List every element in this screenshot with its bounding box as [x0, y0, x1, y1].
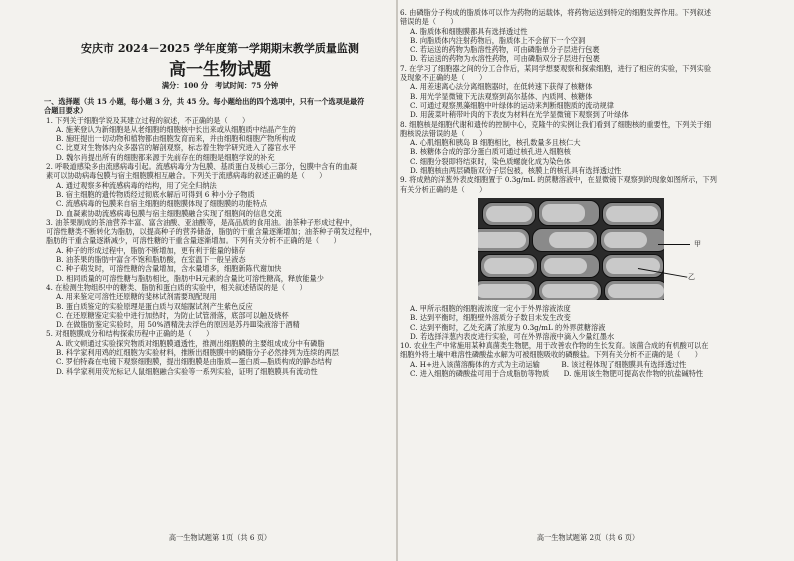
- answer-option: A. 通过观察多种流感病毒的结构，用了完全归纳法: [56, 180, 217, 190]
- cell: [538, 200, 600, 226]
- question-line: 细胞外将土壤中难溶性磷酸盐水解为可被细胞吸收的磷酸盐。下列有关分析不正确的是（ ）: [400, 350, 702, 360]
- answer-option: C. 比夏对生物体内众多器官的解剖观察，标志着生物学研究进入了器官水平: [56, 143, 296, 153]
- answer-option: C. 进入细胞的磷酸盐可用于合成脂肪等物质 D. 施用该生物肥可提高农作物的抗盐碱特性: [410, 369, 704, 379]
- answer-option: D. 细胞核由两层磷脂双分子层包被，核膜上的核孔具有选择透过性: [410, 166, 622, 176]
- cell: [478, 228, 530, 252]
- answer-option: B. 蛋白质鉴定的实验原理是蛋白质与双缩脲试剂产生紫色反应: [56, 301, 253, 311]
- answer-option: D. 若运送的药物为水溶性药物，可由磷脂双分子层进行包裹: [410, 54, 600, 64]
- question-line: 胞核说法错误的是（ ）: [400, 128, 487, 138]
- answer-option: D. 相同质量的可溶性糖与脂肪相比，脂肪中H元素的含量比可溶性糖高，释放能量少: [56, 273, 324, 283]
- question-line: 素可以协助病毒包膜与宿主细胞膜相互融合。下列关于流感病毒的叙述正确的是（ ）: [46, 171, 327, 181]
- answer-option: D. 血凝素协助流感病毒包膜与宿主细胞膜融合实现了细胞间的信息交流: [56, 208, 282, 218]
- exam-meta: 满分：100 分 考试时间：75 分钟: [161, 81, 279, 90]
- question-line: 6. 由磷脂分子构成的脂质体可以作为药物的运载体，将药物运送到特定的细胞发挥作用。下列叙述: [400, 8, 712, 17]
- answer-option: D. 若选择洋葱内表皮进行实验，可在外界溶液中滴入少量红墨水: [410, 331, 615, 341]
- right-page: [398, 6, 778, 551]
- question-line: 及现象不正确的是（ ）: [400, 73, 487, 83]
- question-line: 错误的是（ ）: [400, 17, 458, 27]
- exam-subtitle: 高一生物试题: [169, 60, 271, 80]
- answer-option: D. 在做脂肪鉴定实验时，用 50%酒精洗去浮色的原因是苏丹Ⅲ染液溶于酒精: [56, 320, 300, 330]
- answer-option: C. 罗伯特森在电镜下观察细胞膜，提出细胞膜是由脂质—蛋白质—脂质构成的静态结构: [56, 357, 332, 367]
- answer-option: C. 在还原糖鉴定实验中进行加热时，为防止试管滑落，底部可以触及烧杯: [56, 310, 289, 320]
- answer-option: B. 达到平衡时，细胞壁外溶质分子数目未发生改变: [410, 313, 571, 323]
- answer-option: B. 向脂质体内注射药物后，脂质体上不会留下一个空洞: [410, 35, 586, 45]
- right-footer: 高一生物试题第 2页（共 6 页）: [536, 533, 640, 542]
- answer-option: C. 若运送的药物为脂溶性药物，可由磷脂单分子层进行包裹: [410, 45, 600, 55]
- answer-option: B. 施旺提出一切动物和植物都由细胞发育而来，并由细胞和细胞产物所构成: [56, 134, 296, 144]
- question-line: 1. 下列关于细胞学说及其建立过程的叙述，不正确的是（ ）: [46, 115, 250, 125]
- answer-option: A. 种子的形成过程中，脂肪不断增加，更有利于能量的储存: [56, 245, 246, 255]
- left-footer: 高一生物试题第 1页（共 6 页）: [168, 533, 272, 542]
- answer-option: C. 种子萌发时，可溶性糖的含量增加，含水量增多，细胞新陈代谢加快: [56, 264, 282, 274]
- question-line: 8. 细胞核是细胞代谢和遗传的控制中心，克隆牛的实例让我们看到了细胞核的重要性，下列关于细: [400, 119, 712, 129]
- cell: [604, 280, 664, 300]
- cell: [482, 202, 536, 226]
- label-pointer-jia: [658, 244, 690, 245]
- answer-option: C. 流感病毒的包膜来自宿主细胞的细胞膜体现了细胞膜的功能特点: [56, 199, 268, 209]
- answer-option: D. 科学家利用荧光标记人鼠细胞融合实验等一系列实验，证明了细胞膜具有流动性: [56, 366, 318, 376]
- question-line: 9. 将成熟的洋葱外表皮细胞置于 0.3g/mL 的蔗糖溶液中，在显微镜下观察到的现象如图所示，下列: [400, 175, 717, 185]
- answer-option: B. 油茶果的脂肪中富含不饱和脂肪酸，在室温下一般呈液态: [56, 255, 246, 265]
- cell: [602, 202, 662, 226]
- question-line: 脂肪的干重含量逐渐减少，可溶性糖的干重含量逐渐增加。下列有关分析不正确的是（ ）: [46, 236, 341, 246]
- question-line: 4. 在检测生物组织中的糖类、脂肪和蛋白质的实验中，相关叙述错误的是（ ）: [46, 282, 307, 292]
- cell: [480, 254, 538, 278]
- cell: [540, 254, 600, 278]
- question-line: 合题目要求）: [44, 106, 88, 116]
- right-question-list-bottom: [398, 304, 778, 378]
- answer-option: C. 细胞分裂即将结束时，染色质螺旋化成为染色体: [410, 156, 571, 166]
- cell: [602, 254, 664, 278]
- answer-option: D. 用菠菜叶稍带叶肉的下表皮为材料在光学显微镜下观察到了叶绿体: [410, 110, 629, 120]
- answer-option: A. 用差速离心法分离细胞器时，在低转速下获得了核糖体: [410, 82, 593, 92]
- right-question-list-top: [398, 8, 778, 194]
- question-line: 可溶性糖类不断转化为脂肪，以提高种子的营养储备，脂肪的干重含量逐渐增加；油茶种子萌发过程中，: [46, 227, 377, 237]
- left-page: [44, 6, 396, 551]
- cell: [538, 280, 602, 300]
- answer-option: C. 达到平衡时，乙处充满了浓度为 0.3g/mL 的外界蔗糖溶液: [410, 322, 606, 332]
- answer-option: A. 脂质体和细胞膜都具有选择透过性: [410, 26, 528, 36]
- label-jia: 甲: [694, 240, 701, 248]
- cell: [478, 280, 536, 300]
- answer-option: A. 用来鉴定可溶性还原糖的斐林试剂需要现配现用: [56, 292, 217, 302]
- left-question-list: [44, 97, 396, 376]
- answer-option: A. H+进入该菌溶酶体的方式为主动运输 B. 该过程体现了细胞膜具有选择透过性: [410, 359, 687, 369]
- question-line: 一、选择题（共 15 小题，每小题 3 分，共 45 分。每小题给出的四个选项中，只有一个选项是最符: [44, 97, 365, 106]
- answer-option: D. 魏尔肖提出所有的细胞都来源于先前存在的细胞是细胞学说的补充: [56, 152, 275, 162]
- onion-cell-micrograph: [478, 198, 664, 300]
- exam-title: 安庆市 2024－2025 学年度第一学期期末教学质量监测: [81, 42, 359, 55]
- answer-option: B. 核糖体合成的部分蛋白质可通过核孔进入细胞核: [410, 147, 571, 157]
- answer-option: B. 用光学显微镜下无法观察到高尔基体、内质网、核糖体: [410, 91, 593, 101]
- label-yi: 乙: [688, 273, 695, 281]
- answer-option: C. 可通过观察黑藻细胞中叶绿体的运动来判断细胞质的流动规律: [410, 100, 614, 110]
- question-line: 2. 呼吸道感染多由流感病毒引起。流感病毒分为包膜、基质蛋白及核心三部分，包膜中含有的血凝: [46, 162, 358, 172]
- question-line: 5. 对细胞膜成分和结构探索历程中正确的是（ ）: [46, 329, 214, 339]
- question-line: 10. 农业生产中常施用某种真菌类生物肥，用于改善农作物的生长发育。该菌合成的有机酸可以在: [400, 341, 709, 351]
- question-line: 7. 在学习了细胞器之间的分工合作后，某同学想要观察和探索细胞，进行了相应的实验，下列实验: [400, 63, 712, 73]
- cell: [532, 228, 598, 252]
- answer-option: A. 心肌细胞和胰岛 B 细胞相比，核孔数量多且核仁大: [410, 138, 581, 148]
- cell: [600, 228, 664, 252]
- answer-option: A. 甲所示细胞的细胞液浓度一定小于外界溶液浓度: [410, 303, 571, 313]
- answer-option: A. 欧文顿通过实验探究物质对细胞膜通透性，推测出细胞膜的主要组成成分中有磷脂: [56, 338, 325, 348]
- question-line: 3. 油茶果制成的茶油营养丰富、富含油酸、亚油酸等，是高品质的食用油。油茶种子形成过程中，: [46, 217, 358, 227]
- answer-option: A. 施莱登认为新细胞是从老细胞的细胞核中长出来或从细胞质中结晶产生的: [56, 124, 296, 134]
- question-line: 有关分析正确的是（ ）: [400, 184, 487, 194]
- answer-option: B. 宿主细胞的遗传物质经过彻底水解后可得到 6 种小分子物质: [56, 189, 255, 199]
- answer-option: B. 科学家利用鸡的红细胞为实验材料，推断出细胞膜中的磷脂分子必然排列为连续的两层: [56, 348, 339, 358]
